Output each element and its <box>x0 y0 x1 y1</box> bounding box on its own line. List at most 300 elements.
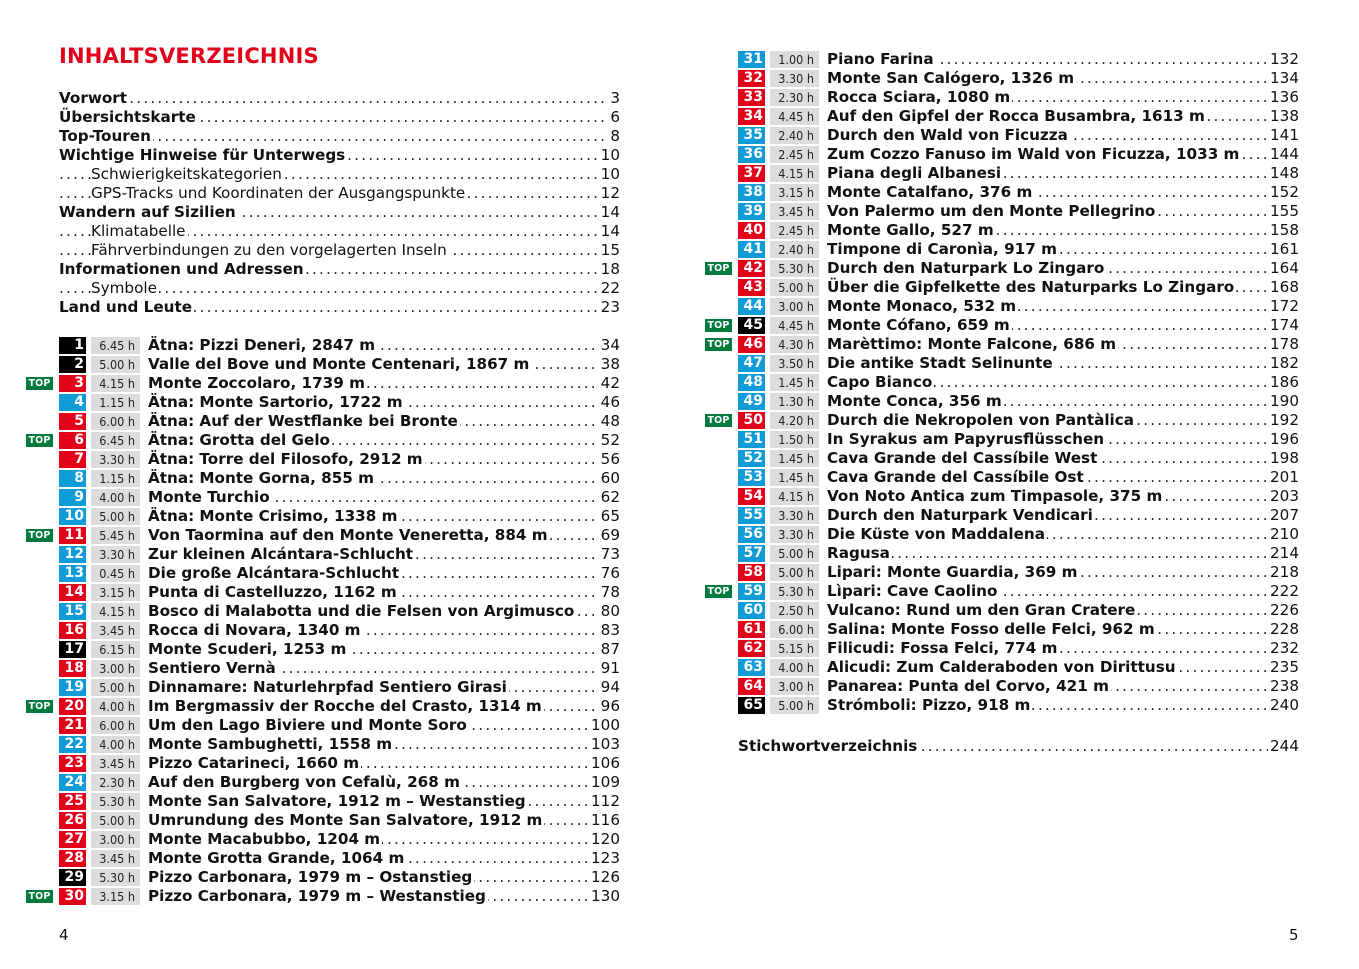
tour-page: 56 <box>600 450 620 468</box>
tour-title: Strómboli: Pizzo, 918 m <box>827 696 1031 714</box>
tour-title: Die antike Stadt Selinunte <box>827 354 1053 372</box>
tour-duration: 5.00 h <box>91 679 140 696</box>
tour-page: 148 <box>1270 164 1299 182</box>
tour-number-badge: 5 <box>59 413 86 430</box>
tour-duration: 4.45 h <box>770 317 819 334</box>
tour-page: 192 <box>1270 411 1299 429</box>
tour-duration: 4.15 h <box>770 165 819 182</box>
tour-number-badge: 61 <box>738 621 765 638</box>
toc-entry-page: 22 <box>600 279 620 297</box>
tour-entry[interactable] <box>705 297 1299 316</box>
tour-duration: 5.00 h <box>770 545 819 562</box>
tour-entry[interactable] <box>26 431 620 450</box>
tour-page: 94 <box>600 678 620 696</box>
tour-entry[interactable] <box>705 354 1299 373</box>
tour-duration: 1.00 h <box>770 51 819 68</box>
tour-number-badge: 13 <box>59 565 86 582</box>
tour-title: Monte Conca, 356 m <box>827 392 1002 410</box>
tour-entry[interactable] <box>705 563 1299 582</box>
tour-title: Monte Gallo, 527 m <box>827 221 994 239</box>
tour-page: 207 <box>1270 506 1299 524</box>
tour-entry[interactable] <box>26 773 620 792</box>
tour-entry[interactable] <box>705 487 1299 506</box>
tour-duration: 6.15 h <box>91 641 140 658</box>
toc-entry[interactable] <box>59 165 620 184</box>
tour-page: 91 <box>600 659 620 677</box>
tour-entry[interactable] <box>26 811 620 830</box>
tour-entry[interactable] <box>26 545 620 564</box>
tour-entry[interactable] <box>26 412 620 431</box>
tour-entry[interactable] <box>705 373 1299 392</box>
toc-entry[interactable] <box>59 279 620 298</box>
toc-entry[interactable] <box>59 108 620 127</box>
tour-page: 80 <box>600 602 620 620</box>
tour-number-badge: 60 <box>738 602 765 619</box>
tour-title: Monte Catalfano, 376 m <box>827 183 1033 201</box>
tour-duration: 4.00 h <box>770 659 819 676</box>
tour-number-badge: 58 <box>738 564 765 581</box>
tour-number-badge: 11 <box>59 527 86 544</box>
tour-page: 73 <box>600 545 620 563</box>
tour-entry[interactable] <box>705 677 1299 696</box>
tour-duration: 3.15 h <box>91 888 140 905</box>
tour-number-badge: 24 <box>59 774 86 791</box>
tour-page: 182 <box>1270 354 1299 372</box>
tour-page: 130 <box>591 887 620 905</box>
tour-duration: 3.45 h <box>91 755 140 772</box>
tour-entry[interactable] <box>26 830 620 849</box>
tour-entry[interactable] <box>705 145 1299 164</box>
tour-page: 172 <box>1270 297 1299 315</box>
tour-entry[interactable] <box>26 716 620 735</box>
top-tour-badge: TOP <box>26 700 53 713</box>
tour-title: Filicudi: Fossa Felci, 774 m <box>827 639 1058 657</box>
tour-number-badge: 7 <box>59 451 86 468</box>
tour-page: 83 <box>600 621 620 639</box>
tour-title: Monte Scuderi, 1253 m <box>148 640 347 658</box>
tour-entry[interactable] <box>705 601 1299 620</box>
tour-entry[interactable] <box>705 430 1299 449</box>
tour-entry[interactable] <box>705 411 1299 430</box>
toc-entry[interactable] <box>59 184 620 203</box>
toc-entry[interactable] <box>59 203 620 222</box>
tour-title: Monte San Salvatore, 1912 m – Westanstieg <box>148 792 526 810</box>
toc-entry-label: Wandern auf Sizilien <box>59 203 236 221</box>
tour-duration: 5.00 h <box>91 812 140 829</box>
toc-entry-page: 8 <box>610 127 620 145</box>
tour-entry[interactable] <box>705 335 1299 354</box>
tour-entry[interactable] <box>705 88 1299 107</box>
tour-page: 69 <box>600 526 620 544</box>
toc-entry[interactable] <box>59 89 620 108</box>
toc-entry-label: Klimatabelle <box>91 222 186 240</box>
tour-number-badge: 20 <box>59 698 86 715</box>
tour-entry[interactable] <box>26 526 620 545</box>
tour-number-badge: 4 <box>59 394 86 411</box>
tour-number-badge: 23 <box>59 755 86 772</box>
tour-title: Um den Lago Biviere und Monte Soro <box>148 716 467 734</box>
tour-title: Von Palermo um den Monte Pellegrino <box>827 202 1156 220</box>
tour-entry[interactable] <box>705 582 1299 601</box>
tour-entry[interactable] <box>26 697 620 716</box>
tour-entry[interactable] <box>705 221 1299 240</box>
tour-entry[interactable] <box>705 278 1299 297</box>
tour-duration: 5.00 h <box>91 508 140 525</box>
toc-entry[interactable] <box>59 222 620 241</box>
tour-duration: 4.15 h <box>91 603 140 620</box>
tour-title: Durch die Nekropolen von Pantàlica <box>827 411 1135 429</box>
tour-page: 144 <box>1270 145 1299 163</box>
tour-entry[interactable] <box>705 468 1299 487</box>
tour-duration: 4.15 h <box>770 488 819 505</box>
tour-duration: 2.40 h <box>770 127 819 144</box>
tour-title: In Syrakus am Papyrusflüsschen <box>827 430 1105 448</box>
tour-page: 201 <box>1270 468 1299 486</box>
toc-entry-page: 12 <box>600 184 620 202</box>
tour-duration: 3.15 h <box>91 584 140 601</box>
tour-duration: 2.50 h <box>770 602 819 619</box>
tour-entry[interactable] <box>26 355 620 374</box>
tour-entry[interactable] <box>705 202 1299 221</box>
tour-entry[interactable] <box>705 69 1299 88</box>
tour-entry[interactable] <box>705 126 1299 145</box>
tour-page: 203 <box>1270 487 1299 505</box>
tour-number-badge: 29 <box>59 869 86 886</box>
toc-entry[interactable] <box>59 146 620 165</box>
tour-title: Rocca di Novara, 1340 m <box>148 621 361 639</box>
tour-duration: 6.00 h <box>91 717 140 734</box>
tour-entry[interactable] <box>705 639 1299 658</box>
tour-list-left <box>26 336 620 906</box>
tour-page: 178 <box>1270 335 1299 353</box>
tour-title: Pizzo Carbonara, 1979 m – Westanstieg <box>148 887 486 905</box>
toc-entry-page: 6 <box>610 108 620 126</box>
tour-title: Auf den Gipfel der Rocca Busambra, 1613 m <box>827 107 1205 125</box>
tour-title: Lipari: Monte Guardia, 369 m <box>827 563 1078 581</box>
tour-entry[interactable] <box>26 735 620 754</box>
tour-number-badge: 16 <box>59 622 86 639</box>
tour-title: Durch den Naturpark Lo Zingaro <box>827 259 1105 277</box>
tour-page: 226 <box>1270 601 1299 619</box>
tour-title: Pizzo Catarineci, 1660 m <box>148 754 360 772</box>
tour-duration: 5.45 h <box>91 527 140 544</box>
tour-entry[interactable] <box>26 450 620 469</box>
tour-number-badge: 65 <box>738 697 765 714</box>
tour-entry[interactable] <box>26 374 620 393</box>
toc-entry-label: Top-Touren <box>59 127 151 145</box>
tour-number-badge: 47 <box>738 355 765 372</box>
tour-entry[interactable] <box>705 183 1299 202</box>
tour-entry[interactable] <box>705 449 1299 468</box>
tour-page: 120 <box>591 830 620 848</box>
tour-page: 78 <box>600 583 620 601</box>
tour-page: 42 <box>600 374 620 392</box>
tour-entry[interactable] <box>705 164 1299 183</box>
tour-title: Über die Gipfelkette des Naturparks Lo Zingaro <box>827 278 1235 296</box>
tour-title: Zur kleinen Alcántara-Schlucht <box>148 545 414 563</box>
toc-entry-label: Vorwort <box>59 89 128 107</box>
tour-number-badge: 1 <box>59 337 86 354</box>
tour-page: 190 <box>1270 392 1299 410</box>
tour-duration: 5.00 h <box>770 564 819 581</box>
tour-title: Monte Cófano, 659 m <box>827 316 1010 334</box>
tour-title: Ätna: Auf der Westflanke bei Bronte <box>148 412 458 430</box>
tour-page: 232 <box>1270 639 1299 657</box>
tour-number-badge: 42 <box>738 260 765 277</box>
tour-duration: 5.30 h <box>770 583 819 600</box>
tour-number-badge: 44 <box>738 298 765 315</box>
tour-duration: 6.45 h <box>91 432 140 449</box>
tour-page: 214 <box>1270 544 1299 562</box>
tour-number-badge: 15 <box>59 603 86 620</box>
toc-entry-label: Informationen und Adressen <box>59 260 304 278</box>
tour-title: Monte Sambughetti, 1558 m <box>148 735 393 753</box>
tour-number-badge: 38 <box>738 184 765 201</box>
tour-page: 141 <box>1270 126 1299 144</box>
tour-title: Ätna: Pizzi Deneri, 2847 m <box>148 336 376 354</box>
tour-title: Im Bergmassiv der Rocche del Crasto, 1314 m <box>148 697 542 715</box>
tour-title: Ätna: Monte Crisimo, 1338 m <box>148 507 398 525</box>
tour-duration: 3.30 h <box>770 507 819 524</box>
tour-entry[interactable] <box>26 868 620 887</box>
tour-page: 96 <box>600 697 620 715</box>
right-page <box>680 0 1359 969</box>
tour-duration: 4.00 h <box>91 489 140 506</box>
tour-entry[interactable] <box>705 506 1299 525</box>
toc-entry-label: Wichtige Hinweise für Unterwegs <box>59 146 346 164</box>
top-tour-badge: TOP <box>26 890 53 903</box>
tour-duration: 1.50 h <box>770 431 819 448</box>
tour-title: Ätna: Grotta del Gelo <box>148 431 330 449</box>
tour-page: 46 <box>600 393 620 411</box>
index-entry-list <box>738 737 1299 756</box>
tour-number-badge: 45 <box>738 317 765 334</box>
front-matter-list <box>59 89 620 317</box>
tour-title: Die große Alcántara-Schlucht <box>148 564 400 582</box>
tour-number-badge: 49 <box>738 393 765 410</box>
tour-title: Von Noto Antica zum Timpasole, 375 m <box>827 487 1163 505</box>
tour-duration: 3.30 h <box>91 546 140 563</box>
toc-entry[interactable] <box>59 298 620 317</box>
tour-page: 112 <box>591 792 620 810</box>
tour-entry[interactable] <box>705 240 1299 259</box>
tour-entry[interactable] <box>26 678 620 697</box>
tour-number-badge: 30 <box>59 888 86 905</box>
tour-page: 222 <box>1270 582 1299 600</box>
tour-duration: 3.30 h <box>91 451 140 468</box>
tour-entry[interactable] <box>26 640 620 659</box>
tour-entry[interactable] <box>705 50 1299 69</box>
tour-entry[interactable] <box>26 887 620 906</box>
top-tour-badge: TOP <box>705 414 732 427</box>
toc-entry-page: 23 <box>600 298 620 316</box>
tour-duration: 3.00 h <box>770 298 819 315</box>
tour-number-badge: 32 <box>738 70 765 87</box>
tour-title: Ätna: Monte Sartorio, 1722 m <box>148 393 403 411</box>
tour-duration: 4.15 h <box>91 375 140 392</box>
tour-title: Monte Macabubbo, 1204 m <box>148 830 381 848</box>
tour-page: 136 <box>1270 88 1299 106</box>
tour-entry[interactable] <box>26 602 620 621</box>
top-tour-badge: TOP <box>26 377 53 390</box>
tour-page: 164 <box>1270 259 1299 277</box>
tour-page: 228 <box>1270 620 1299 638</box>
toc-entry-page: 10 <box>600 165 620 183</box>
tour-title: Sentiero Vernà <box>148 659 276 677</box>
tour-title: Monte San Calógero, 1326 m <box>827 69 1075 87</box>
tour-number-badge: 8 <box>59 470 86 487</box>
toc-entry-index[interactable] <box>738 737 1299 756</box>
tour-duration: 6.00 h <box>91 413 140 430</box>
tour-number-badge: 6 <box>59 432 86 449</box>
tour-entry[interactable] <box>705 392 1299 411</box>
toc-entry-page: 14 <box>600 203 620 221</box>
tour-number-badge: 22 <box>59 736 86 753</box>
tour-number-badge: 63 <box>738 659 765 676</box>
tour-entry[interactable] <box>26 488 620 507</box>
tour-entry[interactable] <box>705 544 1299 563</box>
tour-duration: 5.00 h <box>91 356 140 373</box>
toc-entry[interactable] <box>59 241 620 260</box>
toc-entry-page: 14 <box>600 222 620 240</box>
tour-title: Von Taormina auf den Monte Veneretta, 884 m <box>148 526 548 544</box>
tour-page: 116 <box>591 811 620 829</box>
tour-number-badge: 10 <box>59 508 86 525</box>
tour-duration: 5.00 h <box>770 279 819 296</box>
tour-entry[interactable] <box>705 696 1299 715</box>
tour-duration: 1.45 h <box>770 450 819 467</box>
tour-page: 198 <box>1270 449 1299 467</box>
tour-duration: 5.15 h <box>770 640 819 657</box>
tour-number-badge: 40 <box>738 222 765 239</box>
tour-number-badge: 37 <box>738 165 765 182</box>
tour-number-badge: 9 <box>59 489 86 506</box>
tour-number-badge: 17 <box>59 641 86 658</box>
tour-duration: 4.00 h <box>91 736 140 753</box>
toc-entry-page: 15 <box>600 241 620 259</box>
tour-page: 38 <box>600 355 620 373</box>
top-tour-badge: TOP <box>705 262 732 275</box>
tour-page: 65 <box>600 507 620 525</box>
tour-duration: 6.00 h <box>770 621 819 638</box>
tour-entry[interactable] <box>26 849 620 868</box>
toc-entry-label: Fährverbindungen zu den vorgelagerten Inseln <box>91 241 447 259</box>
tour-duration: 3.15 h <box>770 184 819 201</box>
page-title: INHALTSVERZEICHNIS <box>59 44 319 68</box>
tour-page: 174 <box>1270 316 1299 334</box>
tour-page: 60 <box>600 469 620 487</box>
tour-title: Monte Monaco, 532 m <box>827 297 1017 315</box>
tour-duration: 2.30 h <box>91 774 140 791</box>
tour-number-badge: 43 <box>738 279 765 296</box>
tour-number-badge: 48 <box>738 374 765 391</box>
tour-page: 126 <box>591 868 620 886</box>
toc-entry[interactable] <box>59 260 620 279</box>
top-tour-badge: TOP <box>26 529 53 542</box>
tour-entry[interactable] <box>26 754 620 773</box>
page-number-right: 5 <box>1289 926 1299 944</box>
tour-title: Dinnamare: Naturlehrpfad Sentiero Girasi <box>148 678 507 696</box>
tour-entry[interactable] <box>705 658 1299 677</box>
tour-entry[interactable] <box>26 336 620 355</box>
tour-page: 134 <box>1270 69 1299 87</box>
toc-entry-page: 10 <box>600 146 620 164</box>
toc-entry-label: Land und Leute <box>59 298 193 316</box>
tour-duration: 5.30 h <box>91 869 140 886</box>
tour-entry[interactable] <box>26 659 620 678</box>
tour-page: 168 <box>1270 278 1299 296</box>
tour-number-badge: 28 <box>59 850 86 867</box>
tour-entry[interactable] <box>26 564 620 583</box>
tour-entry[interactable] <box>26 393 620 412</box>
tour-entry[interactable] <box>26 583 620 602</box>
tour-number-badge: 18 <box>59 660 86 677</box>
tour-duration: 1.45 h <box>770 374 819 391</box>
tour-duration: 3.45 h <box>91 850 140 867</box>
tour-entry[interactable] <box>705 620 1299 639</box>
tour-entry[interactable] <box>26 621 620 640</box>
tour-duration: 4.45 h <box>770 108 819 125</box>
top-tour-badge: TOP <box>705 338 732 351</box>
tour-number-badge: 25 <box>59 793 86 810</box>
tour-number-badge: 36 <box>738 146 765 163</box>
tour-duration: 3.45 h <box>91 622 140 639</box>
tour-list-right <box>705 50 1299 715</box>
tour-title: Ätna: Monte Gorna, 855 m <box>148 469 374 487</box>
tour-entry[interactable] <box>705 316 1299 335</box>
tour-title: Valle del Bove und Monte Centenari, 1867 m <box>148 355 530 373</box>
tour-page: 238 <box>1270 677 1299 695</box>
tour-number-badge: 59 <box>738 583 765 600</box>
tour-duration: 2.40 h <box>770 241 819 258</box>
tour-entry[interactable] <box>705 259 1299 278</box>
tour-entry[interactable] <box>26 792 620 811</box>
tour-entry[interactable] <box>26 469 620 488</box>
tour-entry[interactable] <box>26 507 620 526</box>
toc-entry[interactable] <box>59 127 620 146</box>
tour-number-badge: 19 <box>59 679 86 696</box>
tour-page: 62 <box>600 488 620 506</box>
tour-entry[interactable] <box>705 107 1299 126</box>
tour-number-badge: 52 <box>738 450 765 467</box>
tour-page: 155 <box>1270 202 1299 220</box>
tour-page: 158 <box>1270 221 1299 239</box>
tour-duration: 2.30 h <box>770 89 819 106</box>
tour-page: 161 <box>1270 240 1299 258</box>
tour-duration: 2.45 h <box>770 146 819 163</box>
tour-title: Alicudi: Zum Calderaboden von Dirittusu <box>827 658 1176 676</box>
tour-duration: 5.30 h <box>770 260 819 277</box>
tour-entry[interactable] <box>705 525 1299 544</box>
tour-duration: 3.50 h <box>770 355 819 372</box>
tour-duration: 3.00 h <box>91 831 140 848</box>
tour-page: 186 <box>1270 373 1299 391</box>
tour-number-badge: 56 <box>738 526 765 543</box>
tour-title: Timpone di Caronìa, 917 m <box>827 240 1057 258</box>
tour-title: Umrundung des Monte San Salvatore, 1912 m <box>148 811 543 829</box>
tour-number-badge: 53 <box>738 469 765 486</box>
toc-entry-label: GPS-Tracks und Koordinaten der Ausgangspunkte <box>91 184 466 202</box>
tour-title: Salina: Monte Fosso delle Felci, 962 m <box>827 620 1155 638</box>
tour-duration: 0.45 h <box>91 565 140 582</box>
tour-number-badge: 31 <box>738 51 765 68</box>
page-number-left: 4 <box>59 926 69 944</box>
tour-page: 100 <box>591 716 620 734</box>
tour-number-badge: 51 <box>738 431 765 448</box>
tour-number-badge: 41 <box>738 241 765 258</box>
tour-page: 235 <box>1270 658 1299 676</box>
tour-title: Die Küste von Maddalena <box>827 525 1045 543</box>
